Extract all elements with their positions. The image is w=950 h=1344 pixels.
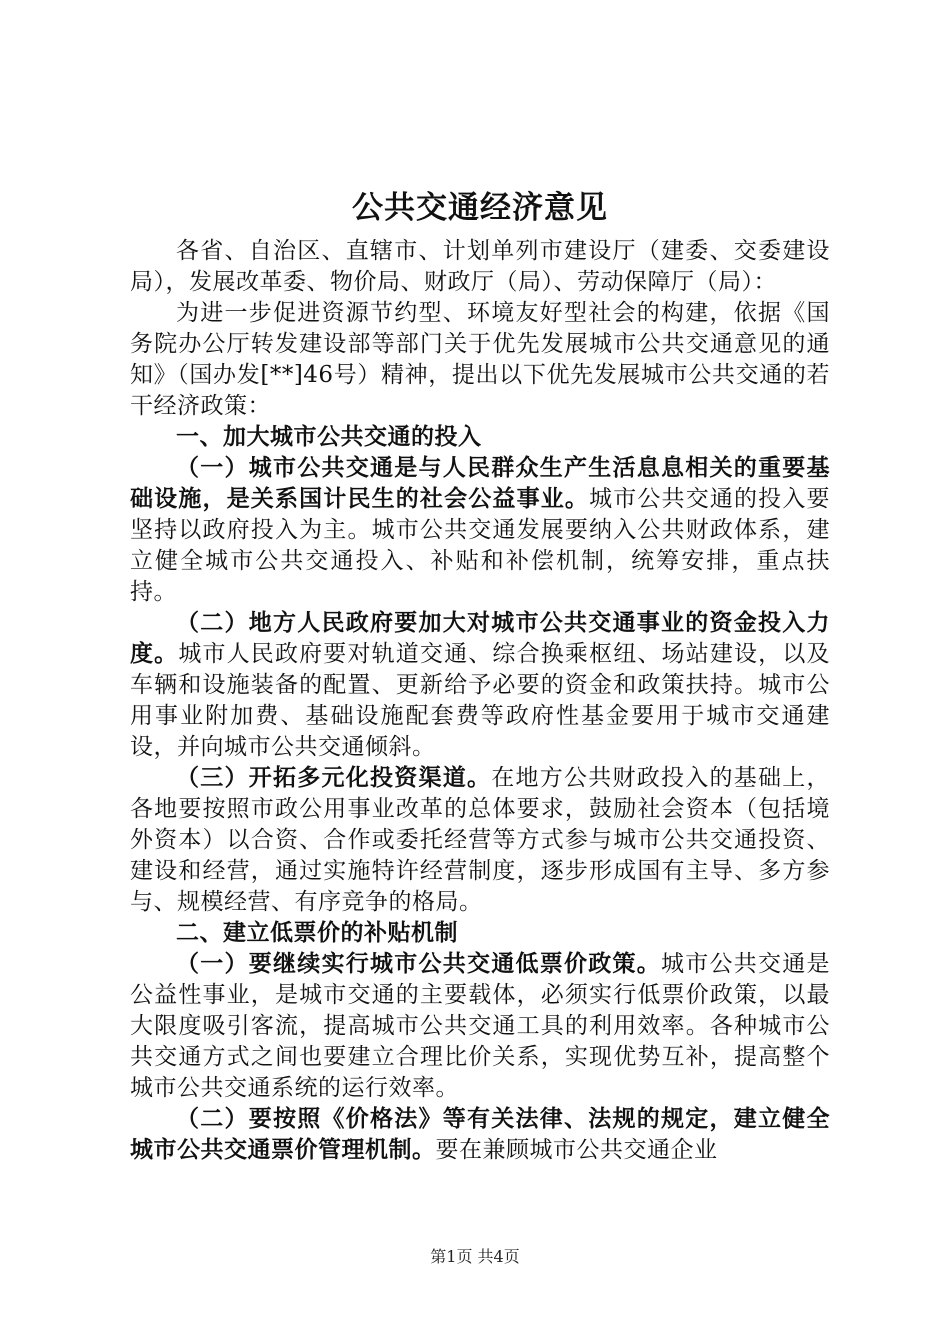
item-body: 要在兼顾城市公共交通企业	[435, 1137, 718, 1163]
item-bold-lead: （三）开拓多元化投资渠道。	[176, 765, 492, 791]
document-page	[130, 186, 830, 1166]
section-1-item-3	[130, 763, 830, 918]
item-bold-lead: （一）城市公共交通是与人民群众生产生活息息相关的重要基础设施，是关系国计民生的社会公益事业。	[130, 455, 830, 512]
document-title: 公共交通经济意见	[352, 190, 608, 226]
item-bold-lead: （二）要按照《价格法》等有关法律、法规的规定，建立健全城市公共交通票价管理机制。	[130, 1106, 830, 1163]
item-body: 城市公共交通是公益性事业，是城市交通的主要载体，必须实行低票价政策，以最大限度吸引客流，提高城市公共交通工具的利用效率。各种城市公共交通方式之间也要建立合理比价关系，实现优势互补，提高整个城市公共交通系统的运行效率。	[130, 951, 830, 1101]
item-bold-lead: （二）地方人民政府要加大对城市公共交通事业的资金投入力度。	[130, 610, 830, 667]
item-body: 在地方公共财政投入的基础上，各地要按照市政公用事业改革的总体要求，鼓励社会资本（包括境外资本）以合资、合作或委托经营等方式参与城市公共交通投资、建设和经营，通过实施特许经营制度，逐步形成国有主导、多方参与、规模经营、有序竞争的格局。	[130, 765, 830, 915]
section-2-item-2	[130, 1104, 830, 1166]
page-footer: 第1页 共4页	[430, 1247, 520, 1266]
section-1-heading: 一、加大城市公共交通的投入	[176, 424, 482, 450]
section-2-heading: 二、建立低票价的补贴机制	[176, 920, 458, 946]
item-bold-lead: （一）要继续实行城市公共交通低票价政策。	[176, 951, 661, 977]
section-2-item-1	[130, 949, 830, 1104]
item-body: 城市人民政府要对轨道交通、综合换乘枢纽、场站建设，以及车辆和设施装备的配置、更新给予必要的资金和政策扶持。城市公用事业附加费、基础设施配套费等政府性基金要用于城市交通建设，并向城市公共交通倾斜。	[130, 641, 831, 760]
section-1-item-2	[130, 608, 830, 763]
item-body: 城市公共交通的投入要坚持以政府投入为主。城市公共交通发展要纳入公共财政体系，建立健全城市公共交通投入、补贴和补偿机制，统筹安排，重点扶持。	[130, 486, 831, 605]
salutation: 各省、自治区、直辖市、计划单列市建设厅（建委、交委建设局），发展改革委、物价局、财政厅（局）、劳动保障厅（局）：	[130, 238, 830, 295]
section-1-item-1	[130, 453, 830, 608]
intro-paragraph: 为进一步促进资源节约型、环境友好型社会的构建，依据《国务院办公厅转发建设部等部门关于优先发展城市公共交通意见的通知》（国办发[**]46号）精神，提出以下优先发展城市公共交通的若干经济政策：	[130, 300, 830, 419]
